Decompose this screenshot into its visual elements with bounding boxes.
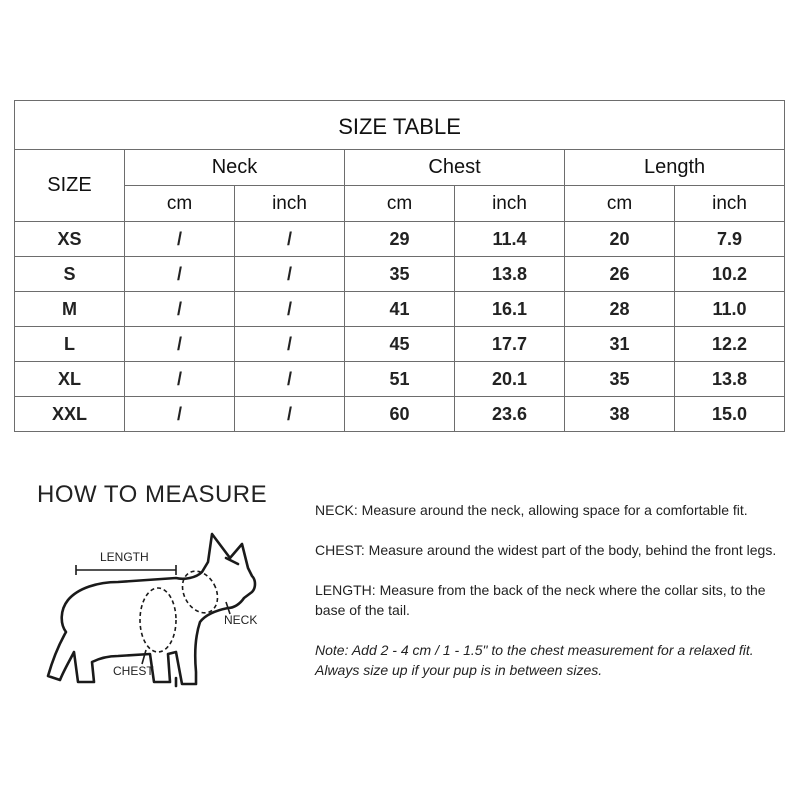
length-cm-cell: 35: [565, 362, 675, 397]
neck-cm-cell: /: [125, 222, 235, 257]
length-cm-cell: 26: [565, 257, 675, 292]
chest-inch-cell: 17.7: [455, 327, 565, 362]
length-instruction: LENGTH: Measure from the back of the neck where the collar sits, to the base of the tail.: [315, 582, 766, 618]
length-inch-cell: 13.8: [675, 362, 785, 397]
table-row: [15, 362, 785, 397]
table-unit-header-row: [15, 186, 785, 222]
neck-inch-header: inch: [235, 186, 345, 222]
table-row: [15, 257, 785, 292]
length-group-header: Length: [565, 150, 785, 186]
neck-group-header: Neck: [125, 150, 345, 186]
size-note: Note: Add 2 - 4 cm / 1 - 1.5" to the chest measurement for a relaxed fit. Always size up if your pup is in between sizes.: [315, 642, 754, 678]
length-inch-cell: 15.0: [675, 397, 785, 432]
size-column-header: SIZE: [15, 150, 125, 222]
size-cell: M: [15, 292, 125, 327]
table-row: [15, 222, 785, 257]
length-cm-cell: 20: [565, 222, 675, 257]
chest-cm-cell: 45: [345, 327, 455, 362]
size-cell: XXL: [15, 397, 125, 432]
size-cell: S: [15, 257, 125, 292]
size-cell: XS: [15, 222, 125, 257]
chest-inch-cell: 20.1: [455, 362, 565, 397]
size-cell: XL: [15, 362, 125, 397]
table-row: [15, 327, 785, 362]
chest-loop: [140, 588, 176, 652]
chest-inch-cell: 16.1: [455, 292, 565, 327]
chest-inch-cell: 23.6: [455, 397, 565, 432]
chest-inch-header: inch: [455, 186, 565, 222]
length-inch-header: inch: [675, 186, 785, 222]
table-row: [15, 397, 785, 432]
neck-inch-cell: /: [235, 327, 345, 362]
length-label: LENGTH: [100, 550, 149, 564]
length-inch-cell: 12.2: [675, 327, 785, 362]
chest-cm-cell: 51: [345, 362, 455, 397]
neck-inch-cell: /: [235, 257, 345, 292]
neck-inch-cell: /: [235, 222, 345, 257]
chest-label: CHEST: [113, 664, 154, 678]
neck-cm-cell: /: [125, 362, 235, 397]
chest-cm-cell: 29: [345, 222, 455, 257]
chest-cm-cell: 60: [345, 397, 455, 432]
table-group-header-row: [15, 150, 785, 186]
chest-inch-cell: 13.8: [455, 257, 565, 292]
size-table: [14, 100, 785, 432]
neck-cm-cell: /: [125, 292, 235, 327]
measure-instructions: [315, 500, 793, 700]
neck-cm-cell: /: [125, 397, 235, 432]
neck-label: NECK: [224, 613, 258, 627]
dog-measurement-diagram: [30, 522, 290, 722]
length-inch-cell: 7.9: [675, 222, 785, 257]
neck-inch-cell: /: [235, 397, 345, 432]
length-cm-header: cm: [565, 186, 675, 222]
how-to-measure-title: HOW TO MEASURE: [37, 481, 268, 508]
table-title-row: [15, 101, 785, 150]
table-title: SIZE TABLE: [15, 101, 785, 150]
neck-cm-cell: /: [125, 257, 235, 292]
neck-cm-cell: /: [125, 327, 235, 362]
length-cm-cell: 31: [565, 327, 675, 362]
table-row: [15, 292, 785, 327]
length-cm-cell: 28: [565, 292, 675, 327]
neck-inch-cell: /: [235, 362, 345, 397]
chest-cm-cell: 41: [345, 292, 455, 327]
chest-group-header: Chest: [345, 150, 565, 186]
neck-inch-cell: /: [235, 292, 345, 327]
chest-cm-cell: 35: [345, 257, 455, 292]
size-cell: L: [15, 327, 125, 362]
chest-cm-header: cm: [345, 186, 455, 222]
length-inch-cell: 10.2: [675, 257, 785, 292]
length-cm-cell: 38: [565, 397, 675, 432]
neck-cm-header: cm: [125, 186, 235, 222]
length-inch-cell: 11.0: [675, 292, 785, 327]
neck-instruction: NECK: Measure around the neck, allowing space for a comfortable fit.: [315, 502, 748, 518]
chest-inch-cell: 11.4: [455, 222, 565, 257]
chest-instruction: CHEST: Measure around the widest part of the body, behind the front legs.: [315, 542, 777, 558]
